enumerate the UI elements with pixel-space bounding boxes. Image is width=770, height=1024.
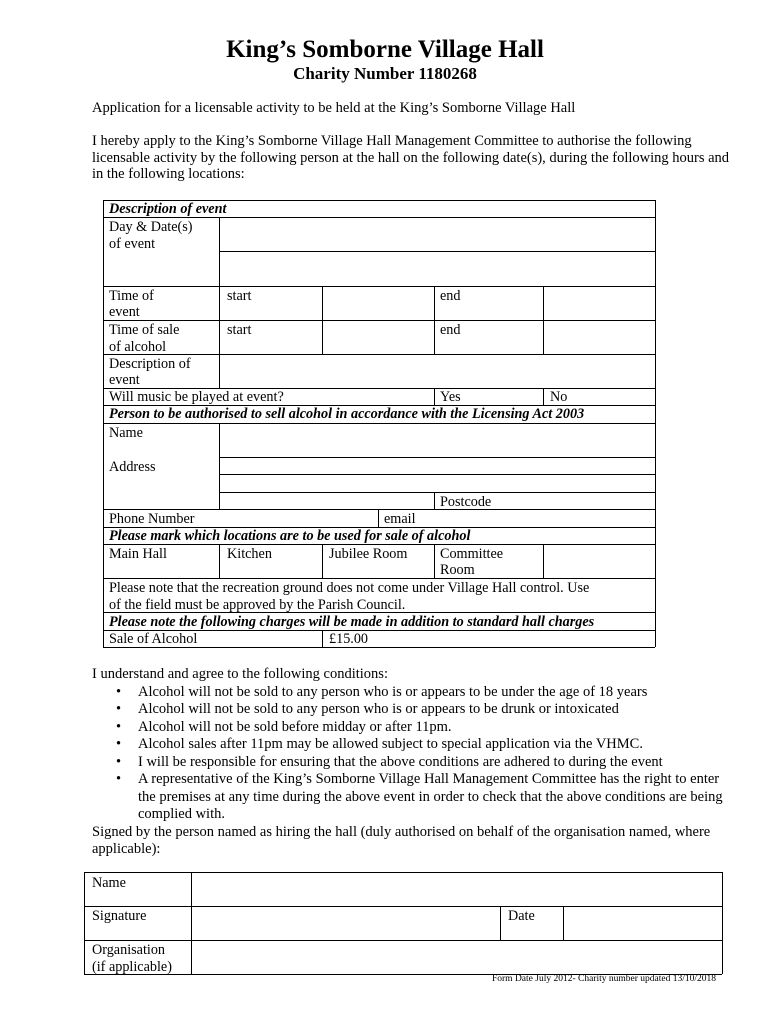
name-label: Name bbox=[109, 425, 143, 441]
condition-item: • Alcohol will not be sold to any person who is or appears to be under the age of 18 years bbox=[92, 684, 732, 702]
event-end-label: end bbox=[440, 288, 461, 304]
event-description-label: Description of bbox=[109, 356, 191, 372]
day-date-label-2: of event bbox=[109, 236, 156, 252]
email-label: email bbox=[384, 511, 416, 527]
music-question: Will music be played at event? bbox=[109, 389, 284, 405]
location-jubilee-room[interactable]: Jubilee Room bbox=[329, 546, 408, 562]
charity-number: Charity Number 1180268 bbox=[293, 64, 477, 83]
music-no-option[interactable]: No bbox=[550, 389, 568, 405]
time-of-sale-label-2: of alcohol bbox=[109, 339, 167, 355]
sale-start-field[interactable] bbox=[323, 321, 433, 353]
postcode-label: Postcode bbox=[440, 494, 492, 510]
event-date-field-2[interactable] bbox=[220, 252, 654, 285]
event-description-label-2: event bbox=[109, 372, 140, 388]
sale-end-field[interactable] bbox=[544, 321, 654, 353]
form-footer-note: Form Date July 2012- Charity number updated 13/10/2018 bbox=[491, 974, 716, 984]
event-date-field[interactable] bbox=[220, 218, 654, 250]
person-heading: Person to be authorised to sell alcohol in accordance with the Licensing Act 2003 bbox=[109, 406, 585, 422]
organisation-label: Organisation bbox=[92, 942, 166, 958]
sale-of-alcohol-label: Sale of Alcohol bbox=[109, 631, 198, 647]
date-label: Date bbox=[508, 908, 535, 924]
organisation-label-2: (if applicable) bbox=[92, 959, 172, 975]
time-of-event-label-2: event bbox=[109, 304, 140, 320]
date-field[interactable] bbox=[564, 907, 721, 939]
time-of-sale-label: Time of sale bbox=[109, 322, 180, 338]
event-description-field[interactable] bbox=[220, 355, 654, 387]
condition-item: • A representative of the King’s Somborne Village Hall Management Committee has the right to enter the premises at any time during the above event in order to check that the above conditions are being complied with. bbox=[92, 771, 732, 824]
condition-item: • Alcohol will not be sold before midday or after 11pm. bbox=[92, 719, 732, 737]
condition-item: • Alcohol will not be sold to any person who is or appears to be drunk or intoxicated bbox=[92, 701, 732, 719]
location-kitchen[interactable]: Kitchen bbox=[227, 546, 272, 562]
intro-line: Application for a licensable activity to be held at the King’s Somborne Village Hall bbox=[92, 100, 576, 116]
email-field[interactable] bbox=[420, 510, 654, 526]
recreation-note: Please note that the recreation ground does not come under Village Hall control. Use bbox=[109, 580, 590, 596]
signed-by-statement: Signed by the person named as hiring the hall (duly authorised on behalf of the organisation named, where applicable): bbox=[92, 823, 711, 857]
conditions-list bbox=[92, 666, 732, 859]
charges-heading: Please note the following charges will be made in addition to standard hall charges bbox=[109, 614, 595, 630]
signer-name-field[interactable] bbox=[192, 873, 721, 905]
day-date-label: Day & Date(s) bbox=[109, 219, 193, 235]
event-start-field[interactable] bbox=[323, 287, 433, 319]
location-committee-room[interactable]: Committee bbox=[440, 546, 504, 562]
signature-label: Signature bbox=[92, 908, 147, 924]
organisation-field[interactable] bbox=[192, 941, 721, 973]
signer-name-label: Name bbox=[92, 875, 126, 891]
recreation-note-2: of the field must be approved by the Parish Council. bbox=[109, 597, 406, 613]
sale-start-label: start bbox=[227, 322, 252, 338]
page-title: King’s Somborne Village Hall bbox=[226, 36, 544, 63]
phone-label: Phone Number bbox=[109, 511, 195, 527]
sale-end-label: end bbox=[440, 322, 461, 338]
location-committee-room-2: Room bbox=[440, 562, 475, 578]
location-main-hall[interactable]: Main Hall bbox=[109, 546, 167, 562]
address-field[interactable] bbox=[220, 458, 654, 491]
phone-field[interactable] bbox=[220, 510, 377, 526]
music-yes-option[interactable]: Yes bbox=[440, 389, 461, 405]
condition-item: • I will be responsible for ensuring that the above conditions are adhered to during the event bbox=[92, 754, 732, 772]
locations-heading: Please mark which locations are to be used for sale of alcohol bbox=[109, 528, 471, 544]
event-end-field[interactable] bbox=[544, 287, 654, 319]
time-of-event-label: Time of bbox=[109, 288, 154, 304]
sale-of-alcohol-price: £15.00 bbox=[329, 631, 369, 647]
event-start-label: start bbox=[227, 288, 252, 304]
intro-paragraph: I hereby apply to the King’s Somborne Village Hall Management Committee to authorise the following licensable activity by the following person at the hall on the following date(s), during the following hours and in the following locations: bbox=[92, 133, 730, 182]
signature-field[interactable] bbox=[192, 907, 499, 939]
name-field[interactable] bbox=[220, 424, 654, 456]
conditions-lead: I understand and agree to the following conditions: bbox=[92, 666, 388, 682]
condition-item: • Alcohol sales after 11pm may be allowed subject to special application via the VHMC. bbox=[92, 736, 732, 754]
description-heading: Description of event bbox=[109, 201, 227, 217]
address-label: Address bbox=[109, 459, 156, 475]
